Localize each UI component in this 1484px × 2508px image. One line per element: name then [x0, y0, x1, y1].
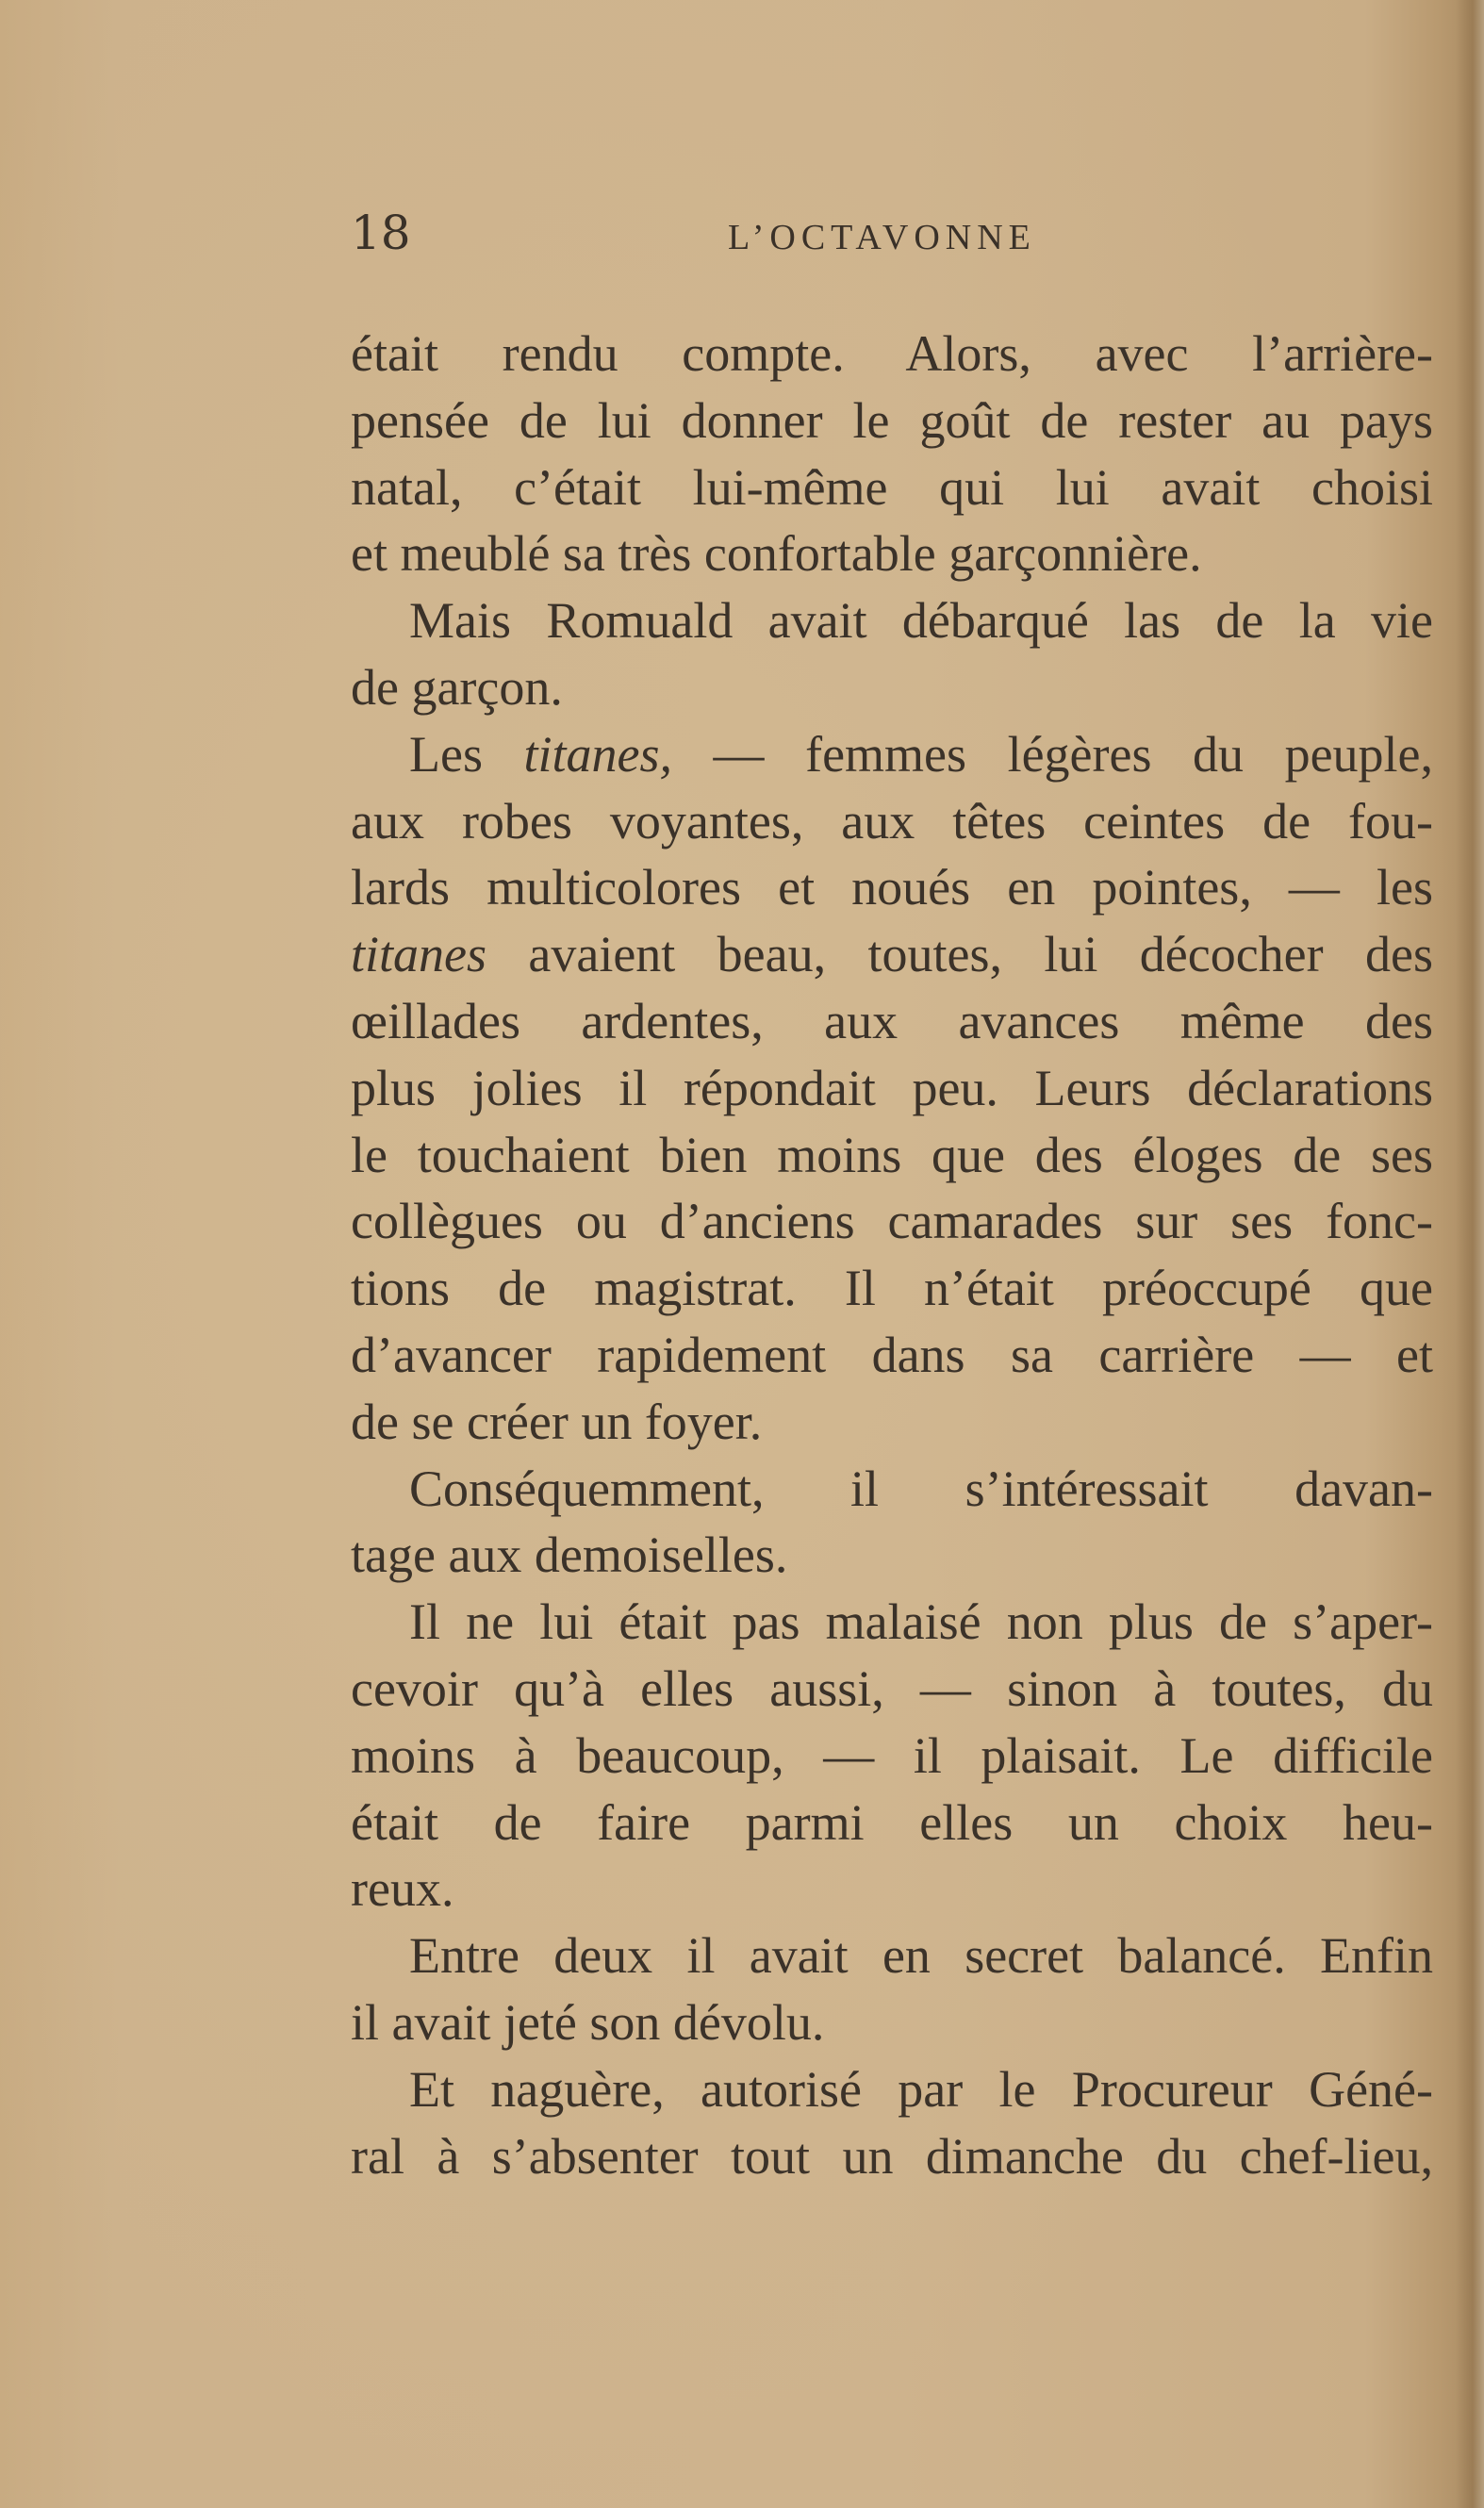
- text-line: natal, c’était lui-même qui lui avait choisi: [351, 458, 1433, 516]
- text-line: œillades ardentes, aux avances même des: [351, 992, 1433, 1049]
- text-line: lards multicolores et noués en pointes, — les: [351, 859, 1433, 916]
- page-number: 18: [351, 206, 411, 260]
- paragraph-7: [351, 2056, 1433, 2190]
- text-line: il avait jeté son dévolu.: [351, 1993, 825, 2051]
- text-line: et meublé sa très confortable garçonnière.: [351, 525, 1202, 583]
- text-line: aux robes voyantes, aux têtes ceintes de fou-: [351, 792, 1433, 850]
- italic-word: titanes,: [523, 725, 673, 783]
- text-line: d’avancer rapidement dans sa carrière — et: [351, 1326, 1433, 1383]
- text-run: Les: [409, 725, 524, 783]
- italic-word: titanes: [351, 926, 486, 983]
- text-line: le touchaient bien moins que des éloges de ses: [351, 1126, 1433, 1183]
- page-edge-shadow: [1456, 0, 1484, 2508]
- text-line: Entre deux il avait en secret balancé. Enfin: [409, 1927, 1433, 1985]
- text-line: cevoir qu’à elles aussi, — sinon à toutes, du: [351, 1659, 1433, 1717]
- running-title: L’OCTAVONNE: [728, 218, 1036, 257]
- text-line: collègues ou d’anciens camarades sur ses fonc-: [351, 1193, 1433, 1250]
- text-line: tions de magistrat. Il n’était préoccupé que: [351, 1260, 1433, 1317]
- running-head: [351, 206, 1435, 281]
- text-run: avaient beau, toutes, lui décocher des: [486, 926, 1433, 983]
- text-line: Il ne lui était pas malaisé non plus de s’aper-: [409, 1593, 1433, 1651]
- paragraph-1: [351, 321, 1433, 587]
- text-line: plus jolies il répondait peu. Leurs déclarations: [351, 1059, 1433, 1116]
- text-run: — femmes légères du peuple,: [672, 725, 1434, 783]
- text-line: Conséquemment, il s’intéressait davan-: [409, 1460, 1433, 1517]
- text-line: ral à s’absenter tout un dimanche du chef-lieu,: [351, 2127, 1433, 2185]
- text-line: reux.: [351, 1860, 454, 1918]
- text-line: était de faire parmi elles un choix heu-: [351, 1793, 1433, 1851]
- text-line: tage aux demoiselles.: [351, 1526, 788, 1584]
- paragraph-4: [351, 1456, 1433, 1590]
- paragraph-6: [351, 1922, 1433, 2056]
- text-line: de se créer un foyer.: [351, 1393, 763, 1450]
- text-line: Mais Romuald avait débarqué las de la vie: [409, 592, 1433, 650]
- text-line: de garçon.: [351, 658, 563, 716]
- text-line: [351, 921, 1433, 988]
- text-line: [351, 721, 1433, 788]
- body-text: [351, 321, 1433, 2189]
- paragraph-5: [351, 1589, 1433, 1922]
- text-line: moins à beaucoup, — il plaisait. Le difficile: [351, 1726, 1433, 1784]
- paragraph-2: [351, 587, 1433, 721]
- text-line: pensée de lui donner le goût de rester au pays: [351, 391, 1433, 449]
- paragraph-3: [351, 721, 1433, 1456]
- text-line: était rendu compte. Alors, avec l’arrière-: [351, 325, 1433, 382]
- text-line: Et naguère, autorisé par le Procureur Géné-: [409, 2060, 1433, 2118]
